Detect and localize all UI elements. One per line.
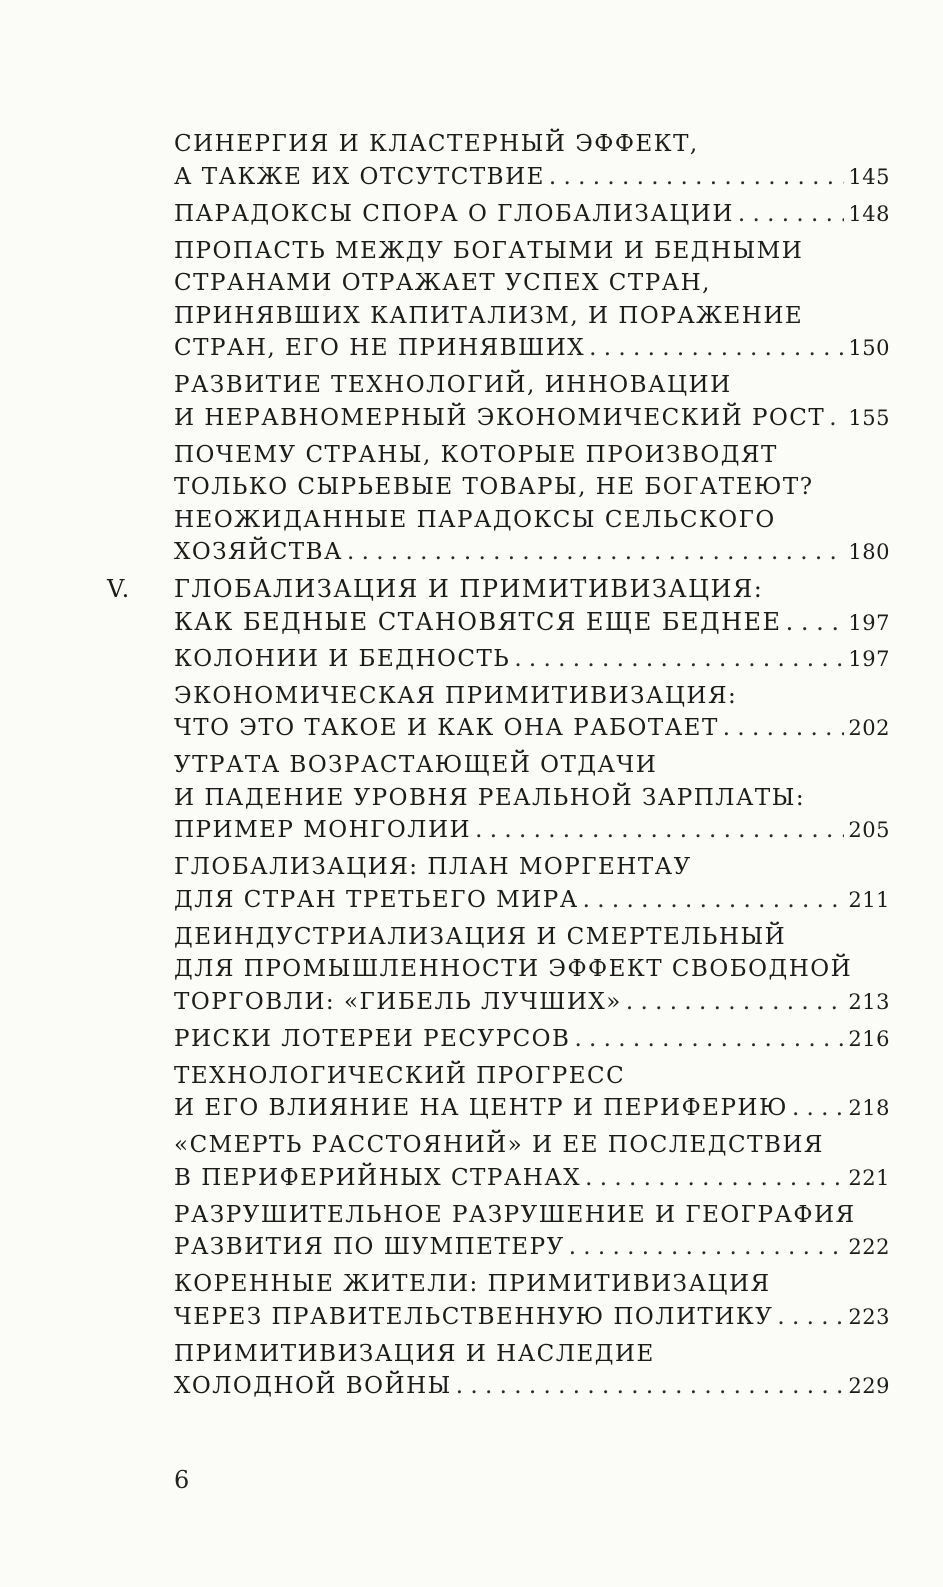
toc-entry xyxy=(174,1060,890,1125)
toc-entry-line: ПРИМИТИВИЗАЦИЯ И НАСЛЕДИЕ xyxy=(174,1340,655,1367)
toc-page-number: 218 xyxy=(848,1096,890,1120)
toc-page-number: 197 xyxy=(848,610,890,635)
dot-leader xyxy=(788,1092,844,1125)
toc-page-number: 148 xyxy=(848,201,890,226)
toc-entry-line: СТРАНАМИ ОТРАЖАЕТ УСПЕХ СТРАН, xyxy=(174,270,711,296)
dot-leader xyxy=(773,1301,844,1334)
chapter-title-line: КАК БЕДНЫЕ СТАНОВЯТСЯ ЕЩЕ БЕДНЕЕ xyxy=(174,607,782,636)
toc-entry xyxy=(174,851,890,916)
toc-entry-line: В ПЕРИФЕРИЙНЫХ СТРАНАХ xyxy=(174,1164,582,1191)
toc-entry-line: ДЛЯ СТРАН ТРЕТЬЕГО МИРА xyxy=(174,886,579,913)
toc-page-number: 145 xyxy=(848,164,890,189)
dot-leader xyxy=(622,986,844,1019)
toc-page-number: 213 xyxy=(848,989,890,1014)
page-number: 6 xyxy=(174,1466,190,1494)
toc-entry-line: ПОЧЕМУ СТРАНЫ, КОТОРЫЕ ПРОИЗВОДЯТ xyxy=(174,441,778,468)
chapter-title-line: ГЛОБАЛИЗАЦИЯ И ПРИМИТИВИЗАЦИЯ: xyxy=(174,575,764,603)
toc-page-number: 180 xyxy=(848,540,890,564)
toc-entry-line: СИНЕРГИЯ И КЛАСТЕРНЫЙ ЭФФЕКТ, xyxy=(174,131,699,157)
dot-leader xyxy=(471,814,844,847)
dot-leader xyxy=(782,606,844,639)
toc-entry xyxy=(174,1023,890,1056)
toc-entry-line: ХОЗЯЙСТВА xyxy=(174,539,343,565)
toc-page-number: 150 xyxy=(848,336,890,360)
dot-leader xyxy=(570,1023,844,1056)
toc-entry-line: ПРИМЕР МОНГОЛИИ xyxy=(174,817,472,843)
toc-entry-line: РАЗРУШИТЕЛЬНОЕ РАЗРУШЕНИЕ И ГЕОГРАФИЯ xyxy=(174,1201,856,1228)
toc-entry xyxy=(174,921,890,1019)
toc-entry xyxy=(174,198,890,231)
table-of-contents xyxy=(107,128,890,1403)
toc-page-number: 229 xyxy=(848,1374,890,1398)
toc-entry xyxy=(174,235,890,365)
toc-entry-line: И НЕРАВНОМЕРНЫЙ ЭКОНОМИЧЕСКИЙ РОСТ xyxy=(174,404,826,431)
toc-entry-line: ДЛЯ ПРОМЫШЛЕННОСТИ ЭФФЕКТ СВОБОДНОЙ xyxy=(174,956,853,982)
toc-entry-line: ДЕИНДУСТРИАЛИЗАЦИЯ И СМЕРТЕЛЬНЫЙ xyxy=(174,923,787,950)
toc-page-number: 205 xyxy=(848,818,890,842)
toc-entry-line: И ПАДЕНИЕ УРОВНЯ РЕАЛЬНОЙ ЗАРПЛАТЫ: xyxy=(174,784,806,811)
toc-chapter-heading xyxy=(107,573,890,638)
toc-entry-line: РИСКИ ЛОТЕРЕИ РЕСУРСОВ xyxy=(174,1025,571,1052)
chapter-numeral: V. xyxy=(107,575,131,603)
dot-leader xyxy=(343,536,844,569)
toc-page-number: 221 xyxy=(848,1165,890,1190)
toc-entry-line: КОРЕННЫЕ ЖИТЕЛИ: ПРИМИТИВИЗАЦИЯ xyxy=(174,1271,771,1297)
toc-page-number: 197 xyxy=(848,646,890,671)
toc-page-number: 155 xyxy=(848,405,890,430)
toc-entry-line: ГЛОБАЛИЗАЦИЯ: ПЛАН МОРГЕНТАУ xyxy=(174,854,692,880)
toc-entry-line: ЭКОНОМИЧЕСКАЯ ПРИМИТИВИЗАЦИЯ: xyxy=(174,682,738,709)
toc-entry xyxy=(174,1338,890,1403)
toc-entry-line: ПРОПАСТЬ МЕЖДУ БОГАТЫМИ И БЕДНЫМИ xyxy=(174,237,804,264)
dot-leader xyxy=(565,1231,844,1264)
toc-entry-line: ТЕХНОЛОГИЧЕСКИЙ ПРОГРЕСС xyxy=(174,1062,626,1089)
toc-entry-line: СТРАН, ЕГО НЕ ПРИНЯВШИХ xyxy=(174,335,586,361)
toc-page-number: 202 xyxy=(848,716,890,740)
dot-leader xyxy=(734,198,844,231)
toc-entry xyxy=(174,439,890,569)
toc-entry xyxy=(174,749,890,847)
toc-entry-line: НЕОЖИДАННЫЕ ПАРАДОКСЫ СЕЛЬСКОГО xyxy=(174,506,776,533)
toc-entry-line: ХОЛОДНОЙ ВОЙНЫ xyxy=(174,1373,452,1399)
toc-entry-line: ЧЕРЕЗ ПРАВИТЕЛЬСТВЕННУЮ ПОЛИТИКУ xyxy=(174,1303,774,1330)
toc-entry-line: УТРАТА ВОЗРАСТАЮЩЕЙ ОТДАЧИ xyxy=(174,752,658,778)
toc-entry-line: КОЛОНИИ И БЕДНОСТЬ xyxy=(174,645,511,672)
toc-entry-line: И ЕГО ВЛИЯНИЕ НА ЦЕНТР И ПЕРИФЕРИЮ xyxy=(174,1095,788,1121)
toc-entry xyxy=(174,1199,890,1264)
toc-entry-line: ЧТО ЭТО ТАКОЕ И КАК ОНА РАБОТАЕТ xyxy=(174,715,719,741)
dot-leader xyxy=(719,712,844,745)
toc-entry xyxy=(174,680,890,745)
dot-leader xyxy=(452,1370,844,1403)
dot-leader xyxy=(825,402,844,435)
toc-entry-line: РАЗВИТИЕ ТЕХНОЛОГИЙ, ИННОВАЦИИ xyxy=(174,372,732,398)
dot-leader xyxy=(510,643,844,676)
toc-entry-line: А ТАКЖЕ ИХ ОТСУТСТВИЕ xyxy=(174,163,545,190)
dot-leader xyxy=(585,332,844,365)
toc-entry-line: ПРИНЯВШИХ КАПИТАЛИЗМ, И ПОРАЖЕНИЕ xyxy=(174,302,804,329)
dot-leader xyxy=(579,884,844,917)
toc-page-number: 223 xyxy=(848,1304,890,1329)
toc-page-number: 216 xyxy=(848,1026,890,1051)
toc-entry xyxy=(174,128,890,193)
toc-entry xyxy=(174,643,890,676)
toc-entry-line: ТОЛЬКО СЫРЬЕВЫЕ ТОВАРЫ, НЕ БОГАТЕЮТ? xyxy=(174,474,814,500)
toc-entry xyxy=(174,369,890,434)
toc-entry xyxy=(174,1129,890,1194)
toc-page-number: 222 xyxy=(848,1235,890,1259)
toc-entry xyxy=(174,1268,890,1333)
toc-entry-line: ТОРГОВЛИ: «ГИБЕЛЬ ЛУЧШИХ» xyxy=(174,988,622,1015)
toc-entry-line: ПАРАДОКСЫ СПОРА О ГЛОБАЛИЗАЦИИ xyxy=(174,200,734,227)
dot-leader xyxy=(545,161,844,194)
toc-page-number: 211 xyxy=(848,887,890,912)
dot-leader xyxy=(581,1162,844,1195)
toc-entry-line: «СМЕРТЬ РАССТОЯНИЙ» И ЕЕ ПОСЛЕДСТВИЯ xyxy=(174,1132,824,1158)
toc-entry-line: РАЗВИТИЯ ПО ШУМПЕТЕРУ xyxy=(174,1234,565,1260)
